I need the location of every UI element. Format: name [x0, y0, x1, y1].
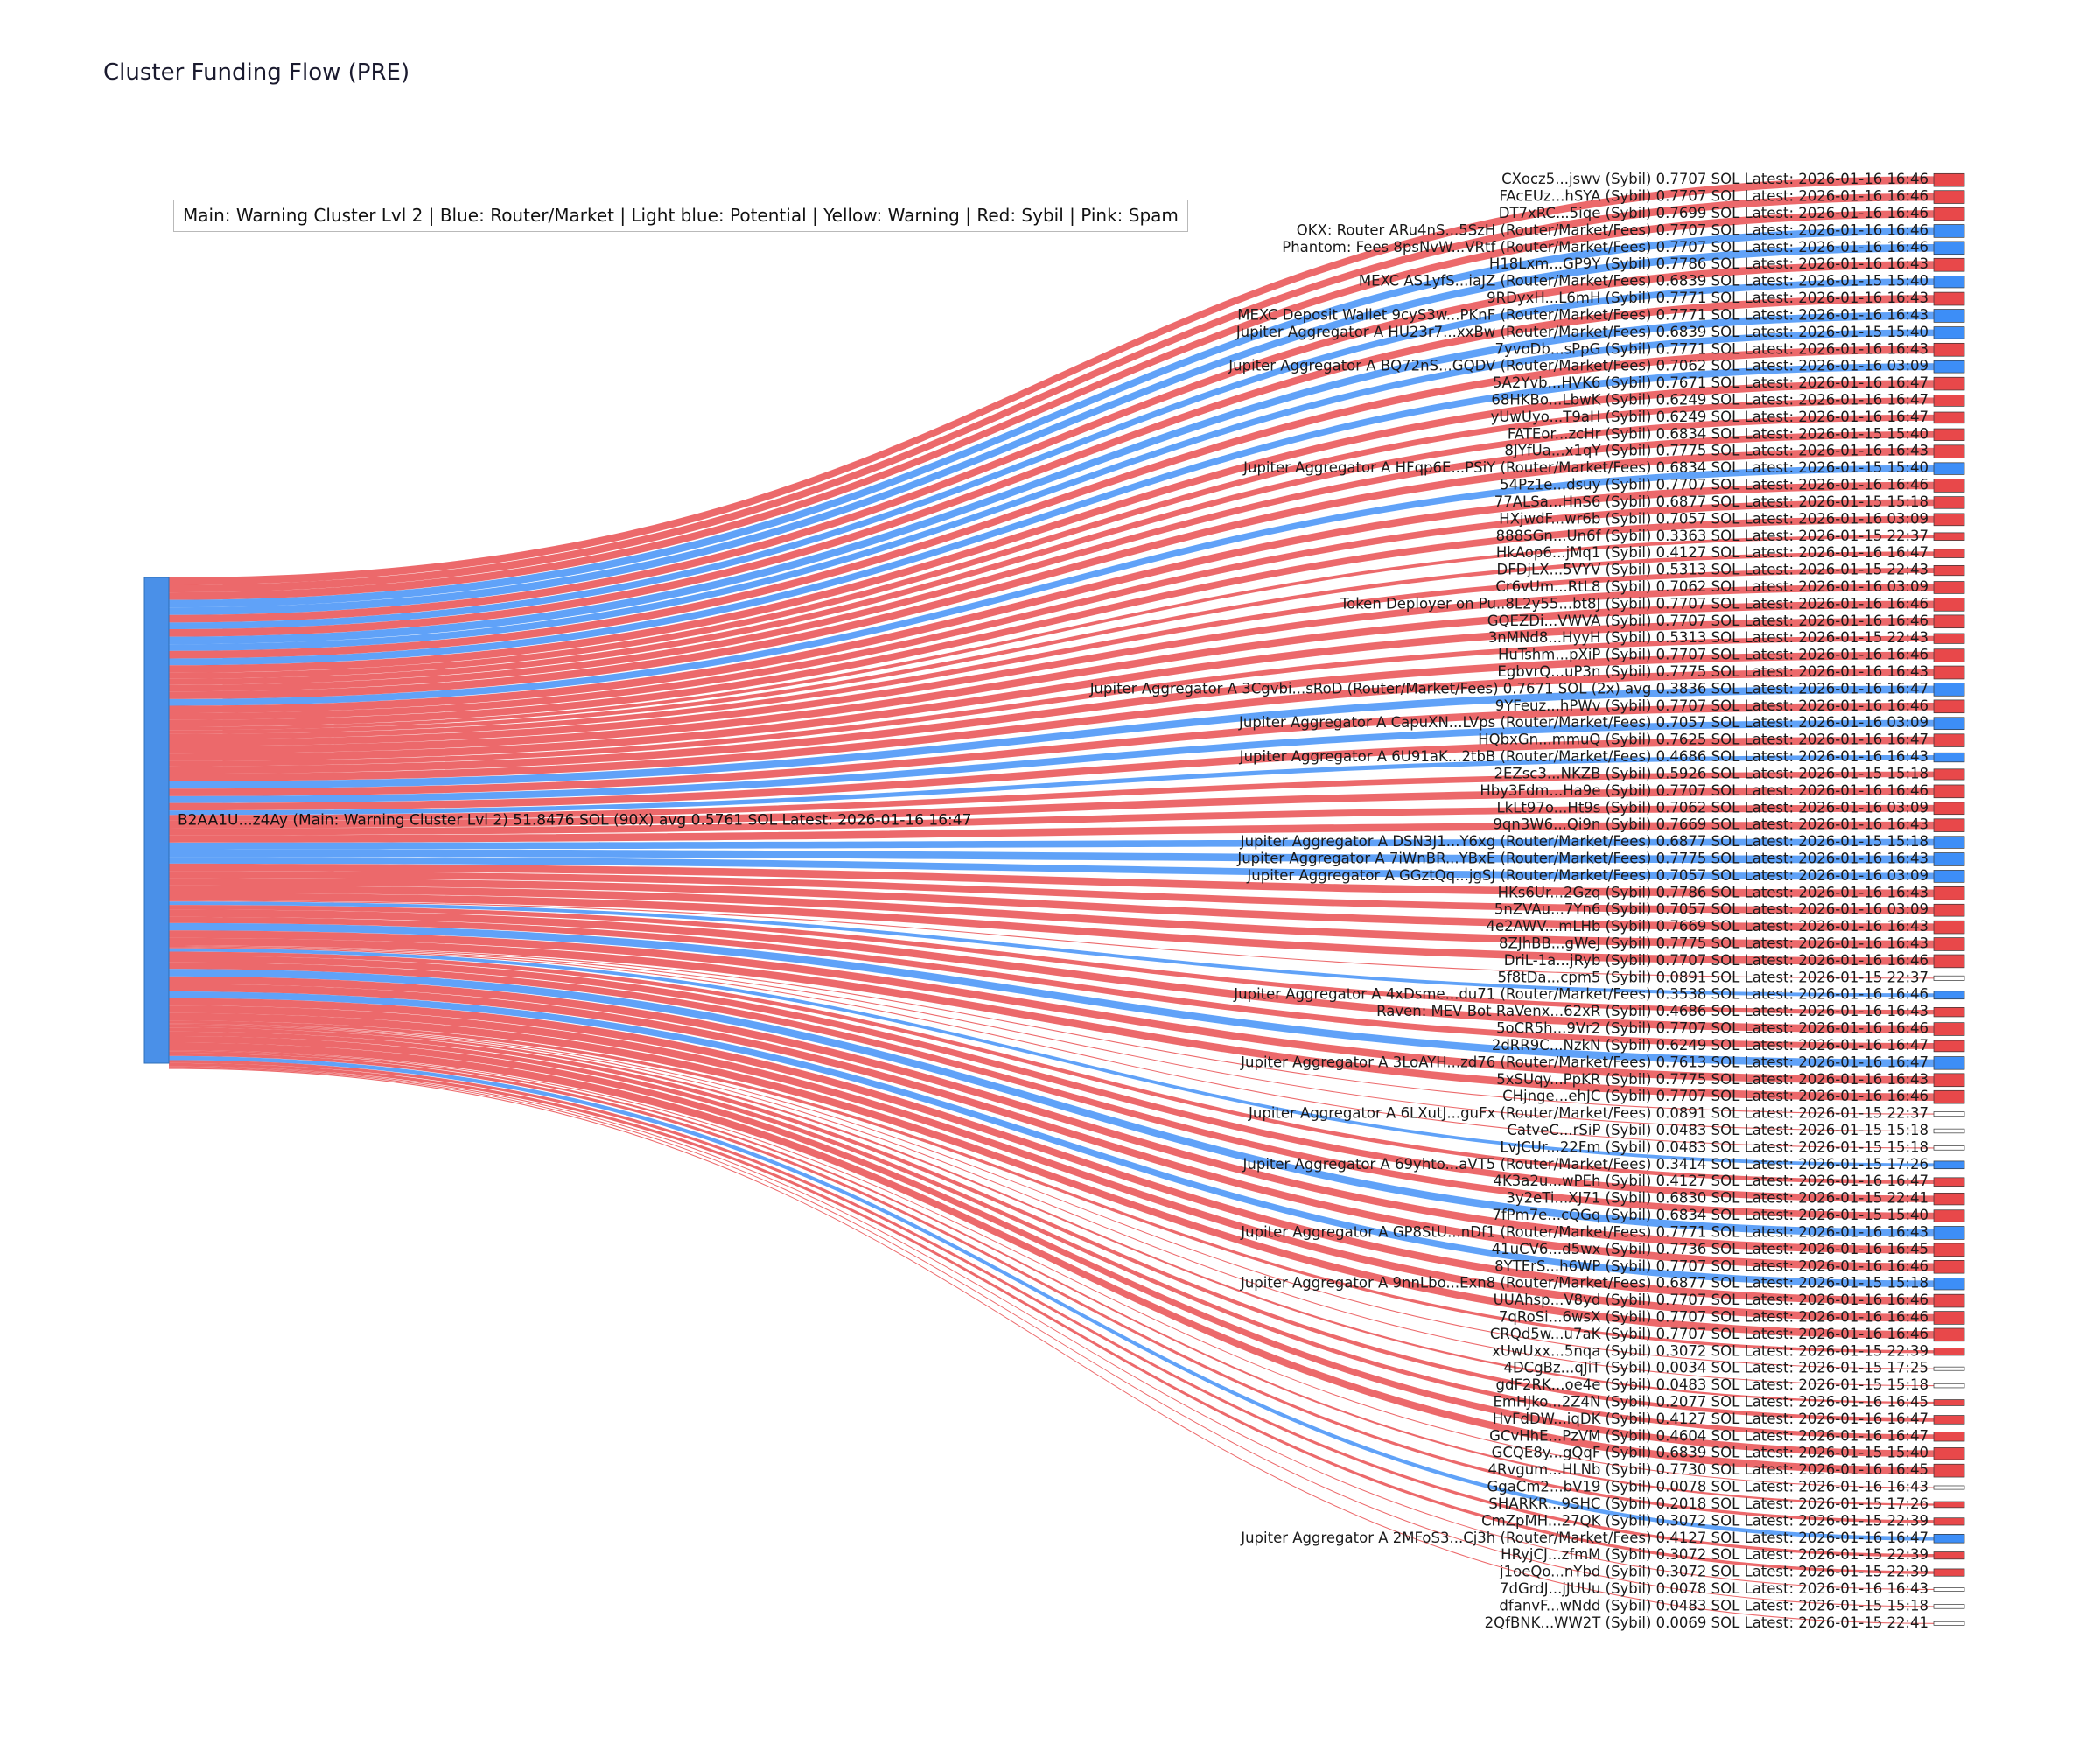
target-node[interactable] — [1934, 1090, 1964, 1103]
target-node-label: Jupiter Aggregator A 6U91aK...2tbB (Router/Market/Fees) 0.4686 SOL Latest: 2026-01-16 16:43 — [1239, 748, 1928, 766]
target-node[interactable] — [1934, 1129, 1964, 1133]
target-node-label: Jupiter Aggregator A 3Cgvbi...sRoD (Router/Market/Fees) 0.7671 SOL (2x) avg 0.3836 SOL Latest: 2026-01-16 16:47 — [1089, 680, 1928, 697]
target-node[interactable] — [1934, 1518, 1964, 1525]
target-node[interactable] — [1934, 242, 1964, 255]
target-node[interactable] — [1934, 533, 1964, 541]
target-node-label: 5nZVAu...7Yn6 (Sybil) 0.7057 SOL Latest: 2026-01-16 03:09 — [1494, 900, 1928, 918]
target-node-label: Jupiter Aggregator A 9nnLbo...Exn8 (Router/Market/Fees) 0.6877 SOL Latest: 2026-01-15 15:18 — [1240, 1274, 1928, 1292]
target-node-label: FAcEUz...hSYA (Sybil) 0.7707 SOL Latest: 2026-01-16 16:46 — [1499, 187, 1928, 205]
target-node[interactable] — [1934, 1278, 1964, 1290]
target-node-label: 54Pz1e...dsuy (Sybil) 0.7707 SOL Latest: 2026-01-16 16:46 — [1500, 476, 1928, 494]
target-node[interactable] — [1934, 1348, 1964, 1355]
target-node[interactable] — [1934, 1367, 1964, 1370]
target-node[interactable] — [1934, 360, 1964, 373]
target-node-label: 9RDyxH...L6mH (Sybil) 0.7771 SOL Latest: 2026-01-16 16:43 — [1487, 290, 1928, 307]
target-node-label: Jupiter Aggregator A 6LXutJ...guFx (Router/Market/Fees) 0.0891 SOL Latest: 2026-01-15 22:37 — [1249, 1104, 1928, 1122]
target-node[interactable] — [1934, 1226, 1964, 1239]
target-node[interactable] — [1934, 598, 1964, 611]
target-node-label: MEXC Deposit Wallet 9cyS3w...PKnF (Router/Market/Fees) 0.7771 SOL Latest: 2026-01-16 16:43 — [1237, 306, 1928, 324]
target-node[interactable] — [1934, 1074, 1964, 1087]
target-node[interactable] — [1934, 1040, 1964, 1052]
target-node-label: j1oeQo...nYbd (Sybil) 0.3072 SOL Latest: 2026-01-15 22:39 — [1500, 1563, 1928, 1580]
target-node-label: LvJCUr...22Fm (Sybil) 0.0483 SOL Latest: 2026-01-15 15:18 — [1500, 1138, 1928, 1156]
target-node-label: Jupiter Aggregator A 2MFoS3...Cj3h (Router/Market/Fees) 0.4127 SOL Latest: 2026-01-16 16:47 — [1241, 1529, 1928, 1546]
target-node[interactable] — [1934, 1416, 1964, 1424]
target-node[interactable] — [1934, 904, 1964, 916]
target-node-label: Jupiter Aggregator A 69yhto...aVT5 (Router/Market/Fees) 0.3414 SOL Latest: 2026-01-15 17:26 — [1242, 1155, 1928, 1172]
target-node-label: Jupiter Aggregator A GGztQq...jgSJ (Router/Market/Fees) 0.7057 SOL Latest: 2026-01-16 03:09 — [1247, 866, 1928, 884]
target-node[interactable] — [1934, 769, 1964, 780]
target-node-label: 77ALSa...HnS6 (Sybil) 0.6877 SOL Latest: 2026-01-15 15:18 — [1494, 493, 1928, 510]
target-node-label: DriL-1a...jRyb (Sybil) 0.7707 SOL Latest: 2026-01-16 16:46 — [1503, 951, 1928, 969]
target-node[interactable] — [1934, 1486, 1964, 1489]
target-node-label: EgbvrQ...uP3n (Sybil) 0.7775 SOL Latest: 2026-01-16 16:43 — [1497, 663, 1928, 681]
target-node[interactable] — [1934, 1178, 1964, 1186]
target-node-label: 9YFeuz...hPWv (Sybil) 0.7707 SOL Latest: 2026-01-16 16:46 — [1494, 696, 1928, 714]
target-node[interactable] — [1934, 836, 1964, 849]
target-node[interactable] — [1934, 683, 1964, 696]
target-node[interactable] — [1934, 1243, 1964, 1256]
target-node[interactable] — [1934, 1210, 1964, 1222]
target-node-label: CRQd5w...u7aK (Sybil) 0.7707 SOL Latest: 2026-01-16 16:46 — [1489, 1325, 1928, 1342]
target-node[interactable] — [1934, 1312, 1964, 1325]
target-node-label: Jupiter Aggregator A 4xDsme...du71 (Router/Market/Fees) 0.3538 SOL Latest: 2026-01-16 16:46 — [1234, 985, 1928, 1003]
target-node[interactable] — [1934, 550, 1964, 558]
target-node-label: CXocz5...jswv (Sybil) 0.7707 SOL Latest: 2026-01-16 16:46 — [1502, 171, 1928, 188]
target-node[interactable] — [1934, 225, 1964, 238]
target-node-label: Jupiter Aggregator A 3LoAYH...zd76 (Router/Market/Fees) 0.7613 SOL Latest: 2026-01-16 16:47 — [1241, 1054, 1928, 1071]
target-node-label: Raven: MEV Bot RaVenx...62xR (Sybil) 0.4686 SOL Latest: 2026-01-16 16:43 — [1376, 1003, 1928, 1020]
target-node[interactable] — [1934, 276, 1964, 288]
target-node-label: 2QfBNK...WW2T (Sybil) 0.0069 SOL Latest: 2026-01-15 22:41 — [1484, 1614, 1928, 1631]
target-node-label: 5xSUqy...PpKR (Sybil) 0.7775 SOL Latest: 2026-01-16 16:43 — [1496, 1070, 1928, 1088]
target-node-label: 9qn3W6...Qi9n (Sybil) 0.7669 SOL Latest: 2026-01-16 16:43 — [1493, 816, 1928, 833]
target-node-label: 5f8tDa...cpm5 (Sybil) 0.0891 SOL Latest: 2026-01-15 22:37 — [1497, 969, 1928, 986]
target-node[interactable] — [1934, 1552, 1964, 1559]
target-node[interactable] — [1934, 1193, 1964, 1205]
target-node[interactable] — [1934, 1007, 1964, 1017]
target-node-label: 4e2AWV...mLHb (Sybil) 0.7669 SOL Latest: 2026-01-16 16:43 — [1486, 918, 1928, 935]
target-node[interactable] — [1934, 1146, 1964, 1151]
target-node[interactable] — [1934, 785, 1964, 798]
target-node-label: 4K3a2u...wPEh (Sybil) 0.4127 SOL Latest: 2026-01-16 16:47 — [1493, 1172, 1928, 1190]
target-node-label: 8ZJhBB...gWeJ (Sybil) 0.7775 SOL Latest: 2026-01-16 16:43 — [1499, 934, 1928, 952]
target-node[interactable] — [1934, 497, 1964, 509]
target-node-label: 3nMNd8...HyyH (Sybil) 0.5313 SOL Latest: 2026-01-15 22:43 — [1488, 629, 1928, 647]
target-node-label: 5A2Yvb...HVK6 (Sybil) 0.7671 SOL Latest: 2026-01-16 16:47 — [1493, 374, 1928, 392]
target-node[interactable] — [1934, 1502, 1964, 1508]
target-node[interactable] — [1934, 976, 1964, 980]
target-node-label: 8JYfUa...x1qY (Sybil) 0.7775 SOL Latest: 2026-01-16 16:43 — [1504, 442, 1928, 459]
page-title: Cluster Funding Flow (PRE) — [103, 60, 410, 86]
target-node-label: CHjnge...ehJC (Sybil) 0.7707 SOL Latest: 2026-01-16 16:46 — [1502, 1088, 1928, 1105]
target-node[interactable] — [1934, 258, 1964, 271]
target-node[interactable] — [1934, 1447, 1964, 1460]
target-node-label: Jupiter Aggregator A 7iWnBR...YBxE (Router/Market/Fees) 0.7775 SOL Latest: 2026-01-16 16:43 — [1237, 850, 1928, 867]
target-node-label: Jupiter Aggregator A GP8StU...nDf1 (Router/Market/Fees) 0.7771 SOL Latest: 2026-01-16 16:43 — [1241, 1223, 1928, 1241]
target-node-label: FATEor...zcHr (Sybil) 0.6834 SOL Latest: 2026-01-15 15:40 — [1507, 425, 1928, 443]
target-node-label: 5oCR5h...9Vr2 (Sybil) 0.7707 SOL Latest: 2026-01-16 16:46 — [1496, 1019, 1928, 1037]
target-node[interactable] — [1934, 1464, 1964, 1477]
target-node-label: HKs6Ur...2Gzq (Sybil) 0.7786 SOL Latest: 2026-01-16 16:43 — [1497, 884, 1928, 901]
target-node-label: Jupiter Aggregator A CapuXN...LVps (Router/Market/Fees) 0.7057 SOL Latest: 2026-01-16 03:09 — [1239, 714, 1928, 732]
target-node-label: yUwUyo...T9aH (Sybil) 0.6249 SOL Latest: 2026-01-16 16:47 — [1490, 408, 1928, 425]
target-node[interactable] — [1934, 1111, 1964, 1116]
target-node-label: HXjwdF...wr6b (Sybil) 0.7057 SOL Latest: 2026-01-16 03:09 — [1499, 510, 1928, 528]
target-node-label: 8YTErS...h6WP (Sybil) 0.7707 SOL Latest: 2026-01-16 16:46 — [1494, 1257, 1928, 1275]
target-node[interactable] — [1934, 565, 1964, 575]
target-node-label: HvFdDW...iqDK (Sybil) 0.4127 SOL Latest: 2026-01-16 16:47 — [1492, 1410, 1928, 1427]
target-node[interactable] — [1934, 700, 1964, 713]
target-node[interactable] — [1934, 173, 1964, 186]
target-node[interactable] — [1934, 718, 1964, 730]
target-node-label: Phantom: Fees 8psNvW...VRtf (Router/Market/Fees) 0.7707 SOL Latest: 2026-01-16 16:46 — [1282, 238, 1928, 256]
target-node[interactable] — [1934, 752, 1964, 762]
target-node[interactable] — [1934, 463, 1964, 475]
target-node-label: Jupiter Aggregator A BQ72nS...GQDV (Router/Market/Fees) 0.7062 SOL Latest: 2026-01-16 03:09 — [1228, 357, 1928, 374]
target-node[interactable] — [1934, 327, 1964, 340]
target-node[interactable] — [1934, 207, 1964, 220]
target-node[interactable] — [1934, 429, 1964, 441]
target-node-label: gdF2RK...oe4e (Sybil) 0.0483 SOL Latest: 2026-01-15 15:18 — [1495, 1376, 1928, 1394]
target-node-label: 3y2eTi...XJ71 (Sybil) 0.6830 SOL Latest: 2026-01-15 22:41 — [1506, 1189, 1928, 1207]
target-node[interactable] — [1934, 1294, 1964, 1307]
target-node[interactable] — [1934, 1400, 1964, 1406]
target-node[interactable] — [1934, 480, 1964, 493]
target-node[interactable] — [1934, 1432, 1964, 1441]
target-node-label: 68HKBo...LbwK (Sybil) 0.6249 SOL Latest: 2026-01-16 16:47 — [1491, 391, 1928, 409]
target-node[interactable] — [1934, 1057, 1964, 1070]
source-node-label: B2AA1U...z4Ay (Main: Warning Cluster Lvl 2) 51.8476 SOL (90X) avg 0.5761 SOL Latest: 2026-01-16 16:47 — [178, 811, 972, 830]
target-node-label: SHARKR...9SHC (Sybil) 0.2018 SOL Latest: 2026-01-15 17:26 — [1488, 1494, 1928, 1512]
target-node-label: 2EZsc3...NKZB (Sybil) 0.5926 SOL Latest: 2026-01-15 15:18 — [1494, 765, 1928, 782]
target-node[interactable] — [1934, 582, 1964, 594]
target-node[interactable] — [1934, 1383, 1964, 1388]
target-node-label: DFDjLX...5VYV (Sybil) 0.5313 SOL Latest: 2026-01-15 22:43 — [1496, 561, 1928, 578]
target-node[interactable] — [1934, 1605, 1964, 1609]
target-node[interactable] — [1934, 955, 1964, 968]
target-node-label: GQEZDi...VWVA (Sybil) 0.7707 SOL Latest: 2026-01-16 16:46 — [1487, 612, 1928, 629]
target-node[interactable] — [1934, 615, 1964, 628]
target-node-label: 2dRR9C...NzkN (Sybil) 0.6249 SOL Latest: 2026-01-16 16:47 — [1491, 1036, 1928, 1054]
target-node[interactable] — [1934, 445, 1964, 458]
source-node[interactable] — [144, 578, 169, 1063]
target-node-label: HkAop6...jMq1 (Sybil) 0.4127 SOL Latest: 2026-01-16 16:47 — [1495, 544, 1928, 562]
target-node[interactable] — [1934, 886, 1964, 900]
target-node[interactable] — [1934, 991, 1964, 999]
target-node[interactable] — [1934, 734, 1964, 747]
target-node[interactable] — [1934, 1621, 1964, 1625]
target-node-label: Cr6vUm...RtL8 (Sybil) 0.7062 SOL Latest: 2026-01-16 03:09 — [1495, 578, 1928, 595]
target-node[interactable] — [1934, 396, 1964, 407]
target-node-label: DT7xRC...5iqe (Sybil) 0.7699 SOL Latest: 2026-01-16 16:46 — [1498, 205, 1928, 222]
target-node-label: Hby3Fdm...Ha9e (Sybil) 0.7707 SOL Latest: 2026-01-16 16:46 — [1480, 781, 1928, 799]
target-node[interactable] — [1934, 1569, 1964, 1576]
target-node-label: Jupiter Aggregator A DSN3J1...Y6xg (Router/Market/Fees) 0.6877 SOL Latest: 2026-01-15 15:18 — [1240, 833, 1928, 850]
target-node[interactable] — [1934, 853, 1964, 866]
target-node-label: 41uCV6...d5wx (Sybil) 0.7736 SOL Latest: 2026-01-16 16:45 — [1491, 1240, 1928, 1257]
target-node-label: dfanvF...wNdd (Sybil) 0.0483 SOL Latest: 2026-01-15 15:18 — [1499, 1597, 1928, 1614]
target-node-label: GCvHhE...PzVM (Sybil) 0.4604 SOL Latest: 2026-01-16 16:47 — [1489, 1427, 1928, 1445]
target-node-label: EmHJko...2Z4N (Sybil) 0.2077 SOL Latest: 2026-01-16 16:45 — [1493, 1393, 1928, 1410]
target-node[interactable] — [1934, 1023, 1964, 1036]
target-node-label: 4DCgBz...qJiT (Sybil) 0.0034 SOL Latest: 2026-01-15 17:25 — [1503, 1359, 1928, 1376]
target-node[interactable] — [1934, 938, 1964, 951]
target-node[interactable] — [1934, 310, 1964, 323]
target-node[interactable] — [1934, 649, 1964, 662]
target-node[interactable] — [1934, 412, 1964, 424]
target-node-label: CmZpMH...27QK (Sybil) 0.3072 SOL Latest: 2026-01-15 22:39 — [1481, 1512, 1928, 1530]
target-node-label: OKX: Router ARu4nS...5SzH (Router/Market/Fees) 0.7707 SOL Latest: 2026-01-16 16:46 — [1296, 221, 1928, 239]
target-node-label: H18Lxm...GP9Y (Sybil) 0.7786 SOL Latest: 2026-01-16 16:43 — [1488, 256, 1928, 273]
target-node-label: 7yvoDb...sPpG (Sybil) 0.7771 SOL Latest: 2026-01-16 16:43 — [1494, 340, 1928, 358]
target-node[interactable] — [1934, 1260, 1964, 1273]
target-node[interactable] — [1934, 514, 1964, 526]
chart-legend: Main: Warning Cluster Lvl 2 | Blue: Router/Market | Light blue: Potential | Yellow: Warning | Red: Sybil | Pink: Spam — [173, 200, 1188, 232]
target-node-label: 888SGn...Un6f (Sybil) 0.3363 SOL Latest: 2026-01-15 22:37 — [1495, 527, 1928, 544]
target-node-label: HRyjCJ...zfmM (Sybil) 0.3072 SOL Latest: 2026-01-15 22:39 — [1501, 1546, 1928, 1564]
target-node-label: UUAhsp...V8yd (Sybil) 0.7707 SOL Latest: 2026-01-16 16:46 — [1493, 1292, 1928, 1309]
target-node-label: GgaCm2...bV19 (Sybil) 0.0078 SOL Latest: 2026-01-16 16:43 — [1487, 1478, 1928, 1495]
target-node[interactable] — [1934, 343, 1964, 356]
target-node-label: Token Deployer on Pu..8L2y55...bt8J (Sybil) 0.7707 SOL Latest: 2026-01-16 16:46 — [1340, 595, 1928, 612]
target-node-label: 7fPm7e...cQGq (Sybil) 0.6834 SOL Latest: 2026-01-15 15:40 — [1492, 1207, 1928, 1224]
target-node-label: MEXC AS1yfS...iaJZ (Router/Market/Fees) 0.6839 SOL Latest: 2026-01-15 15:40 — [1358, 272, 1928, 290]
target-node[interactable] — [1934, 191, 1964, 204]
target-node-label: HQbxGn...mmuQ (Sybil) 0.7625 SOL Latest: 2026-01-16 16:47 — [1478, 731, 1928, 748]
target-node-label: CatveC...rSiP (Sybil) 0.0483 SOL Latest: 2026-01-15 15:18 — [1507, 1121, 1928, 1138]
target-node[interactable] — [1934, 634, 1964, 643]
target-node[interactable] — [1934, 377, 1964, 390]
target-node[interactable] — [1934, 1534, 1964, 1543]
target-node-label: 7dGrdJ...jJUUu (Sybil) 0.0078 SOL Latest: 2026-01-16 16:43 — [1500, 1579, 1928, 1597]
target-node[interactable] — [1934, 819, 1964, 832]
target-node-label: HuTshm...pXiP (Sybil) 0.7707 SOL Latest: 2026-01-16 16:46 — [1498, 646, 1928, 663]
target-node-label: LkLt97o...Ht9s (Sybil) 0.7062 SOL Latest: 2026-01-16 03:09 — [1496, 799, 1928, 816]
target-node-label: 7qRoSi...6wsX (Sybil) 0.7707 SOL Latest: 2026-01-16 16:46 — [1498, 1308, 1928, 1326]
target-node[interactable] — [1934, 1328, 1964, 1341]
target-node[interactable] — [1934, 1587, 1964, 1591]
target-node[interactable] — [1934, 1161, 1964, 1169]
target-node-label: Jupiter Aggregator A HU23r7...xxBw (Router/Market/Fees) 0.6839 SOL Latest: 2026-01-15 15:40 — [1236, 323, 1928, 340]
target-node[interactable] — [1934, 666, 1964, 679]
target-node[interactable] — [1934, 292, 1964, 305]
target-node-label: GCQE8y...gQqF (Sybil) 0.6839 SOL Latest: 2026-01-15 15:40 — [1491, 1444, 1928, 1461]
target-node[interactable] — [1934, 920, 1964, 934]
target-node[interactable] — [1934, 802, 1964, 815]
target-node-label: Jupiter Aggregator A HFqp6E...PSiY (Router/Market/Fees) 0.6834 SOL Latest: 2026-01-15 15:40 — [1243, 459, 1928, 477]
target-node[interactable] — [1934, 870, 1964, 882]
target-node-label: xUwUxx...5nqa (Sybil) 0.3072 SOL Latest: 2026-01-15 22:39 — [1492, 1342, 1928, 1360]
target-node-label: 4Rvgum...HLNb (Sybil) 0.7730 SOL Latest: 2026-01-16 16:45 — [1488, 1461, 1928, 1479]
